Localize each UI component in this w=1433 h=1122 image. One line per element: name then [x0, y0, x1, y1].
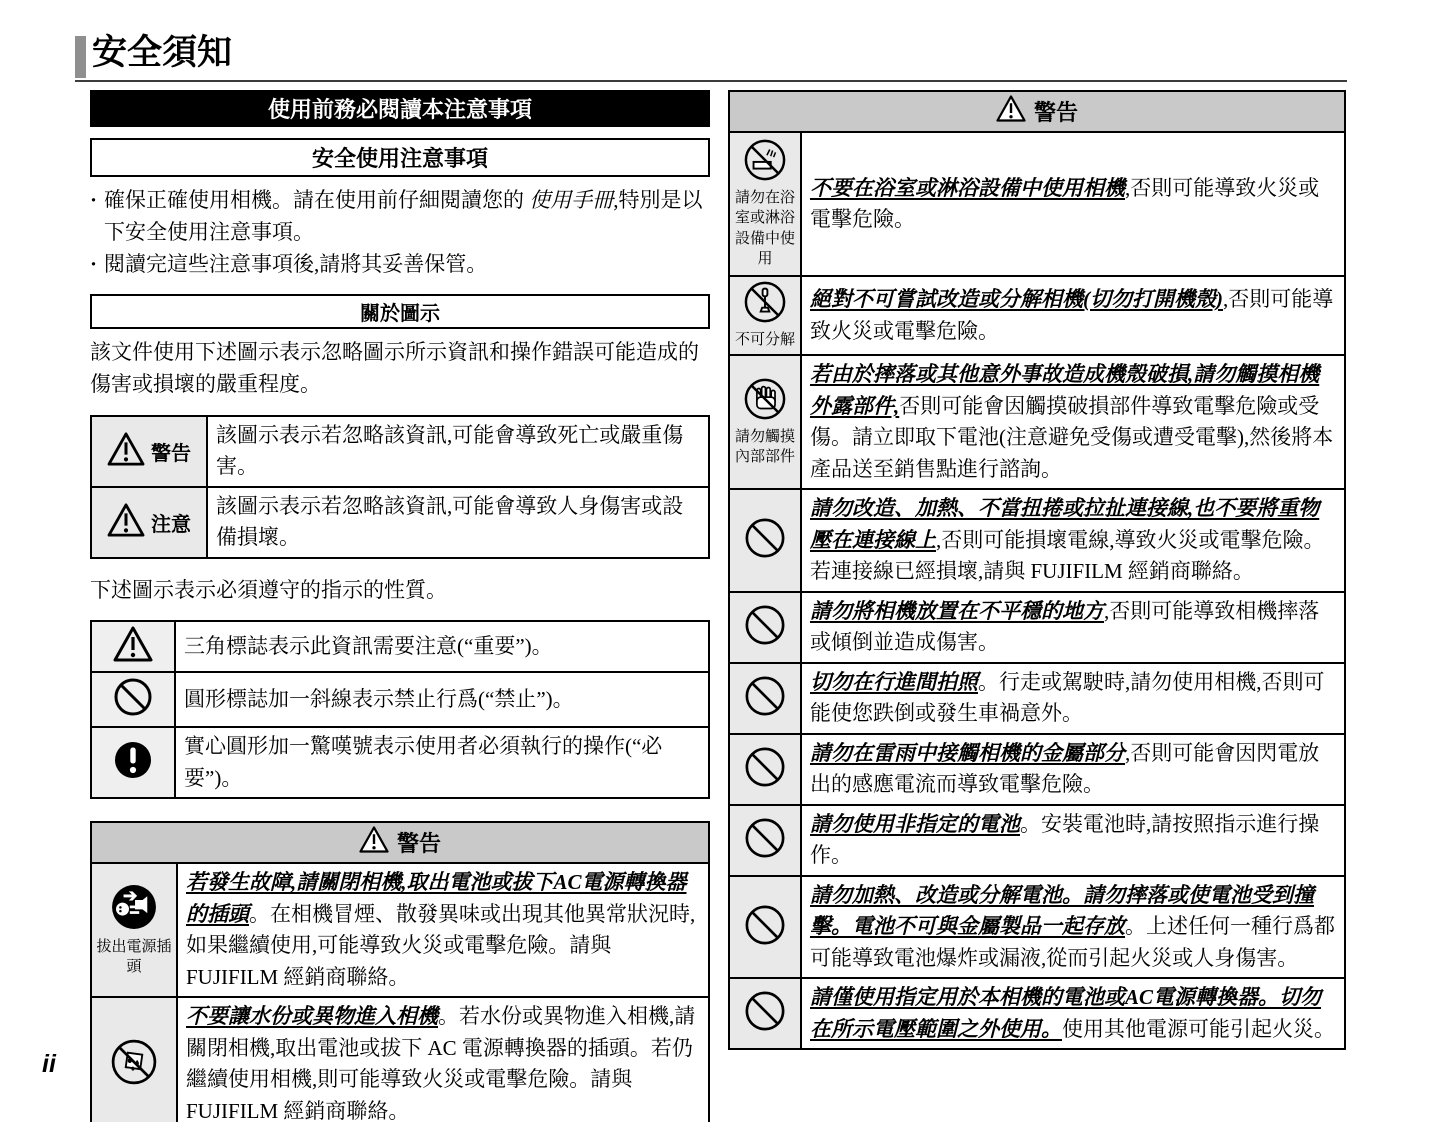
table-row [730, 733, 1344, 804]
warning-triangle-icon [107, 432, 145, 471]
warning-lead: 請勿使用非指定的電池 [810, 811, 1020, 836]
warning-lead: 若發生故障,請關閉相機,取出電池或拔下AC電源轉換器的插頭 [186, 870, 687, 926]
warning-body: 否則可能會因觸摸破損部件導致電擊危險或受傷。請立即取下電池(注意避免受傷或遭受電擊),然後將本產品送至銷售點進行諮詢。 [810, 393, 1334, 481]
warning-lead: 絕對不可嘗試改造或分解相機(切勿打開機殼) [810, 287, 1223, 312]
warning-text [178, 864, 708, 996]
table-row [730, 488, 1344, 591]
severity-table [90, 415, 710, 559]
table-row [92, 486, 708, 557]
table-row [730, 591, 1344, 662]
severity-icon-cell [92, 417, 208, 486]
warning-text [802, 664, 1344, 733]
warning-body: 。安裝電池時,請按照指示進行操作。 [810, 811, 1320, 868]
warning-text-inline [810, 596, 1336, 659]
warning-text [802, 877, 1344, 978]
prohibition-icon [113, 677, 153, 722]
warning-body: 。在相機冒煙、散發異味或出現其他異常狀況時,如果繼續使用,可能導致火災或電擊危險。請與 FUJIFILM 經銷商聯絡。 [186, 901, 696, 989]
prohibition-icon [744, 746, 786, 793]
unplug-power-icon [111, 884, 157, 935]
warning-text-inline [810, 284, 1336, 347]
warning-text [802, 356, 1344, 488]
page-title: 安全須知 [92, 33, 233, 72]
warning-icon-cell [730, 664, 802, 733]
prohibition-icon [744, 904, 786, 951]
table-row [92, 417, 708, 486]
prohibition-icon [744, 817, 786, 864]
warning-icon-label: 拔出電源插頭 [96, 938, 172, 975]
warning-icon-cell [730, 356, 802, 488]
warning-body: 。上述任何一種行爲都可能導致電池爆炸或漏液,從而引起火災或人身傷害。 [810, 914, 1335, 970]
warning-icon-cell [730, 593, 802, 662]
left-column [90, 90, 710, 1122]
page-title-block [75, 34, 232, 78]
no-water-icon [111, 1039, 157, 1090]
warning-body: 。行走或駕駛時,請勿使用相機,否則可能使您跌倒或發生車禍意外。 [810, 669, 1325, 726]
warning-text-inline [810, 738, 1336, 801]
mandatory-icon [113, 740, 153, 785]
bullet-item [90, 249, 710, 281]
warning-text-inline [810, 173, 1336, 236]
warning-icon-cell [92, 998, 178, 1122]
table-row [730, 275, 1344, 354]
warning-lead: 請勿改造、加熱、不當扭捲或拉扯連接線,也不要將重物壓在連接線上 [810, 496, 1320, 552]
warning-body: ,否則可能導致火災或電擊危險。 [810, 287, 1334, 343]
warning-icon-cell [730, 877, 802, 978]
table-row [92, 862, 708, 996]
bullet-text: 確保正確使用相機。請在使用前仔細閱讀您的 [104, 188, 530, 212]
warning-icon-cell [730, 735, 802, 804]
warning-table-header [730, 92, 1344, 131]
table-row [730, 875, 1344, 978]
bullet-text: 閱讀完這些注意事項後,請將其妥善保管。 [104, 251, 488, 276]
bullet-text: ,特別是以下安全使用注意事項。 [104, 188, 703, 244]
meaning-text: 圓形標誌加一斜線表示禁止行爲(“禁止”)。 [184, 687, 574, 712]
icon-meaning-table [90, 620, 710, 799]
warning-lead: 不要在浴室或淋浴設備中使用相機 [810, 175, 1125, 200]
meaning-text: 三角標誌表示此資訊需要注意(“重要”)。 [184, 634, 553, 659]
warning-icon-cell [730, 979, 802, 1048]
about-icons-paragraph: 該文件使用下述圖示表示忽略圖示所示資訊和操作錯誤可能造成的傷害或損壞的嚴重程度。 [90, 339, 699, 396]
warning-lead: 請勿加熱、改造或分解電池。請勿摔落或使電池受到撞擊。電池不可與金屬製品一起存放 [810, 882, 1314, 939]
table-row [92, 671, 708, 726]
table-row [92, 726, 708, 797]
warning-text-inline [810, 493, 1336, 588]
prohibition-icon [744, 517, 786, 564]
page-number: ii [42, 1050, 56, 1078]
warning-lead: 請勿在雷雨中接觸相機的金屬部分 [810, 740, 1125, 765]
warning-icon-label: 請勿觸摸內部部件 [734, 428, 795, 465]
warning-lead: 請僅使用指定用於本相機的電池或AC電源轉換器。切勿在所示電壓範圍之外使用。 [810, 985, 1322, 1041]
warning-text-inline [186, 1001, 700, 1122]
title-accent-bar [75, 36, 86, 78]
warning-body: ,否則可能損壞電線,導致火災或電擊危險。若連接線已經損壞,請與 FUJIFILM 經銷商聯絡。 [810, 527, 1325, 584]
title-divider [75, 80, 1347, 82]
severity-text: 該圖示表示若忽略該資訊,可能會導致人身傷害或設備損壞。 [216, 493, 684, 550]
warning-body: 。若水份或異物進入相機,請關閉相機,取出電池或拔下 AC 電源轉換器的插頭。若仍繼續使用相機,則可能導致火災或電擊危險。請與 FUJIFILM 經銷商聯絡。 [186, 1004, 696, 1122]
warning-lead: 若由於摔落或其他意外事故造成機殼破損,請勿觸摸相機外露部件, [810, 362, 1320, 418]
warning-text [802, 490, 1344, 591]
severity-label: 警告 [151, 442, 191, 465]
warning-icon-cell [730, 133, 802, 275]
warning-icon-cell [730, 806, 802, 875]
warning-table-right [728, 90, 1346, 1050]
safety-notes-header: 安全使用注意事項 [90, 138, 710, 177]
warning-icon-cell [92, 864, 178, 996]
warning-text [802, 806, 1344, 875]
warning-lead: 請勿將相機放置在不平穩的地方 [810, 598, 1104, 623]
warning-text-inline [810, 982, 1336, 1045]
warning-body: ,否則可能導致火災或電擊危險。 [810, 175, 1320, 231]
meaning-icon-cell [92, 622, 176, 671]
warning-table-header [92, 823, 708, 862]
prohibition-icon [744, 675, 786, 722]
warning-text-inline [186, 867, 700, 993]
warning-text-inline [810, 667, 1336, 730]
meaning-text: 實心圓形加一驚嘆號表示使用者必須執行的操作(“必要”)。 [184, 734, 663, 790]
warning-table-left [90, 821, 710, 1122]
warning-body: 使用其他電源可能引起火災。 [1062, 1016, 1335, 1041]
warning-lead: 切勿在行進間拍照 [810, 669, 978, 694]
warning-text [802, 593, 1344, 662]
intro-bullets [90, 185, 710, 281]
warning-triangle-icon [359, 826, 389, 859]
warning-triangle-icon [113, 626, 153, 667]
warning-body: ,否則可能導致相機摔落或傾倒並造成傷害。 [810, 598, 1320, 655]
table-row [730, 804, 1344, 875]
warning-text [802, 277, 1344, 354]
warning-icon-cell [730, 490, 802, 591]
meaning-icon-cell [92, 673, 176, 726]
warning-icon-label: 請勿在浴室或淋浴設備中使用 [734, 190, 795, 267]
warning-icon-cell [730, 277, 802, 354]
bullet-item [90, 185, 710, 249]
warning-text-inline [810, 359, 1336, 485]
no-disassemble-icon [744, 281, 786, 328]
no-bathroom-icon [744, 139, 786, 186]
table-row [730, 354, 1344, 488]
warning-text [178, 998, 708, 1122]
severity-label: 注意 [151, 513, 191, 536]
table-row [730, 131, 1344, 275]
right-column [728, 90, 1346, 1122]
severity-text: 該圖示表示若忽略該資訊,可能會導致死亡或嚴重傷害。 [216, 422, 684, 479]
about-icons-header: 關於圖示 [90, 294, 710, 329]
warning-triangle-icon [107, 503, 145, 542]
warning-text-inline [810, 809, 1336, 872]
warning-icon-label: 不可分解 [734, 332, 795, 348]
table-row [730, 977, 1344, 1048]
nature-paragraph: 下述圖示表示必須遵守的指示的性質。 [90, 577, 447, 602]
prohibition-icon [744, 604, 786, 651]
warning-header-label: 警告 [1033, 100, 1078, 125]
no-touch-internal-icon [744, 378, 786, 425]
warning-lead: 不要讓水份或異物進入相機 [186, 1004, 438, 1029]
read-before-use-header: 使用前務必閱讀本注意事項 [90, 90, 710, 127]
warning-text [802, 735, 1344, 804]
warning-text [802, 133, 1344, 275]
table-row [92, 996, 708, 1122]
warning-header-label: 警告 [396, 831, 441, 857]
table-row [92, 622, 708, 671]
warning-triangle-icon [996, 95, 1026, 128]
prohibition-icon [744, 990, 786, 1037]
table-row [730, 662, 1344, 733]
warning-body: ,否則可能會因閃電放出的感應電流而導致電擊危險。 [810, 740, 1320, 797]
bullet-italic-text: 使用手冊 [529, 188, 614, 212]
warning-text [802, 979, 1344, 1048]
warning-text-inline [810, 880, 1336, 975]
content-columns [90, 90, 1346, 1122]
severity-icon-cell [92, 488, 208, 557]
meaning-icon-cell [92, 728, 176, 797]
